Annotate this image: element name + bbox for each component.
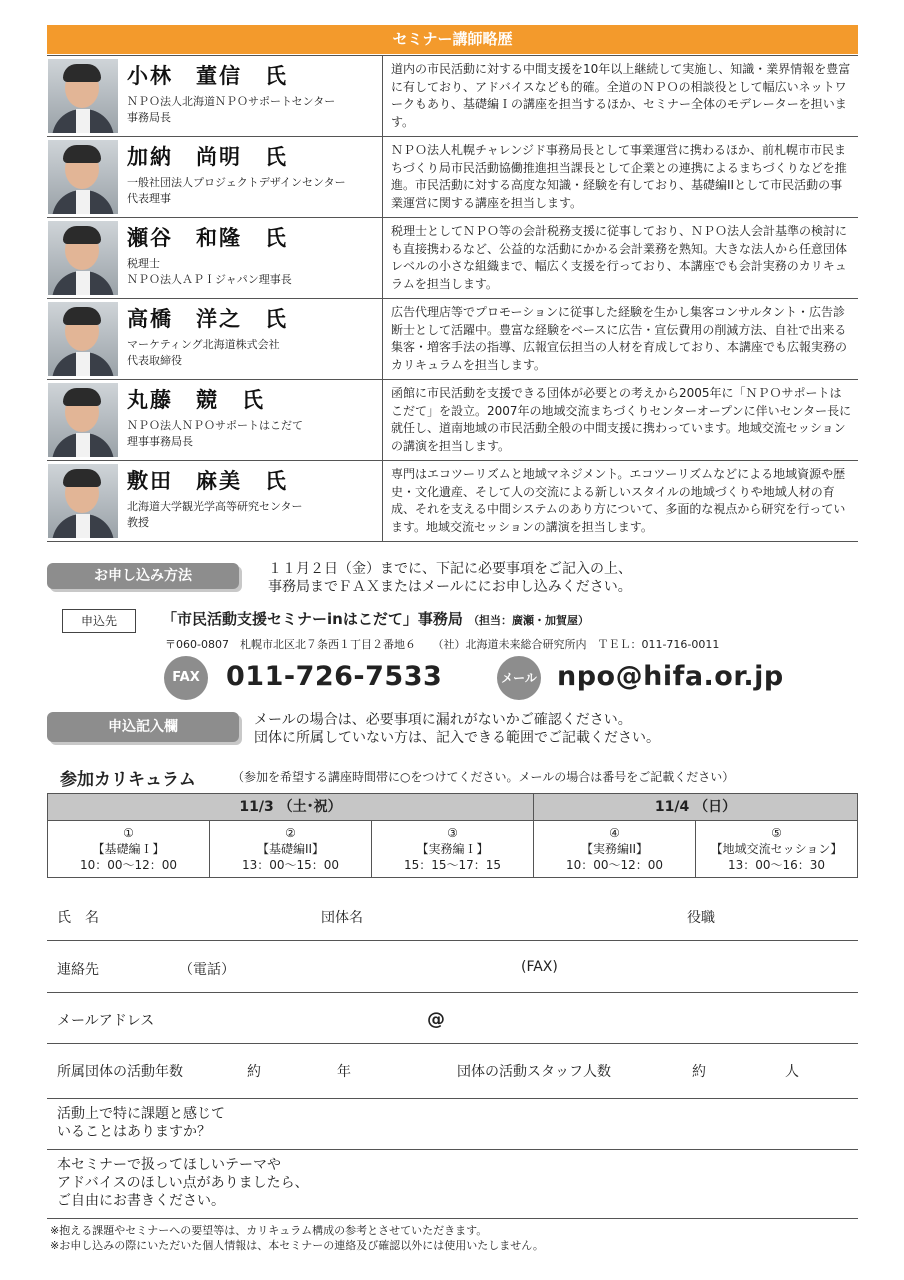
session-number: ④ — [609, 826, 620, 840]
instructor-name-cell — [118, 218, 382, 298]
session-name: 【基礎編Ｉ】 — [92, 842, 165, 856]
instructor-name: 丸藤 競 氏 — [127, 388, 265, 412]
instructor-row — [47, 218, 858, 299]
instructor-name-cell — [118, 137, 382, 217]
at-mark: @ — [427, 1009, 445, 1030]
session-time: 15：15〜17：15 — [403, 858, 502, 872]
instructor-name: 敷田 麻美 氏 — [127, 469, 288, 493]
instructor-name: 小林 董信 氏 — [127, 64, 288, 88]
staff-count-label: 団体の活動スタッフ人数 — [457, 1064, 611, 1080]
instructor-photo — [48, 59, 118, 133]
organization-label: 団体名 — [321, 910, 363, 926]
session-time: 13：00〜15：00 — [241, 858, 340, 872]
instructor-name-cell — [118, 461, 382, 541]
activity-years-label: 所属団体の活動年数 — [57, 1064, 183, 1080]
session-cell[interactable] — [372, 821, 534, 878]
instructor-photo — [48, 302, 118, 376]
form-row-name[interactable] — [47, 889, 858, 941]
instructor-row — [47, 461, 858, 542]
instructor-photo — [48, 140, 118, 214]
session-time: 10：00〜12：00 — [79, 858, 178, 872]
instructor-section-header: セミナー講師略歴 — [47, 25, 858, 54]
instructor-affiliation: ＮＰＯ法人北海道ＮＰＯサポートセンター 事務局長 — [127, 95, 336, 124]
instructor-row — [47, 137, 858, 218]
instructor-name: 加納 尚明 氏 — [127, 145, 288, 169]
entry-note: メールの場合は、必要事項に漏れがないかご確認ください。 団体に所属していない方は、記入できる範囲でご記載ください。 — [254, 712, 660, 746]
fax-icon: FAX — [164, 656, 208, 700]
office-name-line — [162, 608, 589, 629]
instructor-affiliation: 一般社団法人プロジェクトデザインセンター 代表理事 — [127, 176, 346, 205]
instructor-description: 広告代理店等でプロモーションに従事した経験を生かし集客コンサルタント・広告診断士として活躍中。豊富な経験をベースに広告・宣伝費用の削減方法、自社で出来る集客・増客手法の指導、広報宣伝担当の人材を育成しており、本講座でも広報実務のカリキュラムを担当します。 — [382, 299, 858, 379]
contact-label: 連絡先 — [57, 962, 99, 978]
session-number: ③ — [447, 826, 458, 840]
application-note: １１月２日（金）までに、下記に必要事項をご記入の上、 事務局までＦＡＸまたはメールににお申し込みください。 — [268, 561, 632, 595]
instructor-row — [47, 299, 858, 380]
instructor-name: 高橋 洋之 氏 — [127, 307, 288, 331]
name-label: 氏 名 — [57, 910, 99, 926]
office-address: 〒060-0807 札幌市北区北７条西１丁目２番地６ （社）北海道未来総合研究所内 ＴＥＬ：011-716-0011 — [165, 638, 720, 651]
email-address[interactable]: npo@hifa.or.jp — [557, 661, 784, 692]
mail-icon: メール — [497, 656, 541, 700]
session-name: 【実務編Ｉ】 — [416, 842, 489, 856]
instructor-name-cell — [118, 56, 382, 136]
curriculum-title: 参加カリキュラム — [60, 770, 196, 790]
instructor-photo — [48, 464, 118, 538]
form-row-contact[interactable] — [47, 941, 858, 993]
footnotes: ※抱える課題やセミナーへの要望等は、カリキュラム構成の参考とさせていただきます。 ※お申し込みの際にいただいた個人情報は、本セミナーの連絡及び確認以外には使用いたしません。 — [50, 1224, 544, 1252]
day-header: 11/3 （土･祝） — [48, 794, 534, 821]
session-name: 【地域交流セッション】 — [710, 842, 843, 856]
instructor-photo — [48, 221, 118, 295]
instructor-affiliation: 税理士 ＮＰＯ法人ＡＰＩジャパン理事長 — [127, 257, 292, 286]
session-cell[interactable] — [534, 821, 696, 878]
form-row-issues[interactable] — [47, 1099, 858, 1150]
session-time: 10：00〜12：00 — [565, 858, 664, 872]
instructor-row — [47, 380, 858, 461]
instructor-description: 専門はエコツーリズムと地域マネジメント。エコツーリズムなどによる地域資源や歴史・文化遺産、そして人の交流による新しいスタイルの地域づくりや地域人材の育成、それを支える中間システムのあり方について、多面的な視点から研究を行っています。地域交流セッションの講演を担当します。 — [382, 461, 858, 541]
position-label: 役職 — [687, 910, 715, 926]
email-label: メールアドレス — [57, 1013, 155, 1029]
form-row-activity[interactable] — [47, 1044, 858, 1099]
themes-label: 本セミナーで扱ってほしいテーマや アドバイスのほしい点がありましたら、 ご自由にお書きください。 — [57, 1157, 309, 1209]
session-cell[interactable] — [696, 821, 858, 878]
session-name: 【実務編II】 — [580, 842, 649, 856]
instructor-name-cell — [118, 380, 382, 460]
session-name: 【基礎編II】 — [256, 842, 325, 856]
session-time: 13：00〜16：30 — [727, 858, 826, 872]
curriculum-table — [47, 793, 858, 878]
approx-label: 約 — [692, 1064, 706, 1080]
application-method-tab: お申し込み方法 — [47, 563, 239, 589]
office-staff: （担当：廣瀬・加賀屋） — [468, 614, 590, 627]
day-header: 11/4 （日） — [534, 794, 858, 821]
staff-unit: 人 — [785, 1064, 799, 1080]
approx-label: 約 — [247, 1064, 261, 1080]
instructor-description: 道内の市民活動に対する中間支援を10年以上継続して実施し、知識・業界情報を豊富に有しており、アドバイスなども的確。全道のＮＰＯの相談役として幅広いネットワークもあり、基礎編Ｉの講座を担当するほか、セミナー全体のモデレーターを担います。 — [382, 56, 858, 136]
apply-to-label: 申込先 — [62, 609, 136, 633]
session-number: ⑤ — [771, 826, 782, 840]
session-cell[interactable] — [210, 821, 372, 878]
session-number: ② — [285, 826, 296, 840]
fax-number: 011-726-7533 — [226, 661, 443, 692]
session-cell[interactable] — [48, 821, 210, 878]
form-row-themes[interactable] — [47, 1150, 858, 1219]
curriculum-note: （参加を希望する講座時間帯に○をつけてください。メールの場合は番号をご記載ください） — [232, 770, 735, 784]
years-unit: 年 — [337, 1064, 351, 1080]
instructor-description: ＮＰＯ法人札幌チャレンジド事務局長として事業運営に携わるほか、前札幌市市民まちづくり局市民活動協働推進担当課長として企業との連携によるまちづくりなどを推進。市民活動に対する高度な知識・経験を有しており、基礎編IIとして市民活動の事業運営に関する講座を担当します。 — [382, 137, 858, 217]
fax-label: (FAX) — [521, 959, 558, 975]
instructor-row — [47, 56, 858, 137]
entry-tab: 申込記入欄 — [47, 712, 239, 742]
phone-label: （電話） — [179, 962, 235, 978]
instructor-description: 税理士としてＮＰＯ等の会計税務支援に従事しており、ＮＰＯ法人会計基準の検討にも直接携わるなど、公益的な活動にかかる会計業務を熟知。大きな法人から任意団体レベルの小さな組織まで、幅広く支援を行っており、本講座でも会計実務のカリキュラムを担当します。 — [382, 218, 858, 298]
instructor-name: 瀬谷 和隆 氏 — [127, 226, 288, 250]
instructor-description: 函館に市民活動を支援できる団体が必要との考えから2005年に「ＮＰＯサポートはこだて」を設立。2007年の地域交流まちづくりセンターオープンに伴いセンター長に就任し、道南地域の市民活動全般の中間支援に携わっています。地域交流セッションの講演を担当します。 — [382, 380, 858, 460]
session-number: ① — [123, 826, 134, 840]
instructor-affiliation: 北海道大学観光学高等研究センター 教授 — [127, 500, 303, 529]
instructor-name-cell — [118, 299, 382, 379]
instructor-affiliation: ＮＰＯ法人ＮＰＯサポートはこだて 理事事務局長 — [127, 419, 303, 448]
instructor-photo — [48, 383, 118, 457]
office-name: 「市民活動支援セミナーinはこだて」事務局 — [162, 610, 463, 628]
instructor-table — [47, 55, 858, 542]
instructor-affiliation: マーケティング北海道株式会社 代表取締役 — [127, 338, 280, 367]
form-row-email[interactable] — [47, 993, 858, 1044]
issues-label: 活動上で特に課題と感じて いることはありますか？ — [57, 1106, 225, 1140]
